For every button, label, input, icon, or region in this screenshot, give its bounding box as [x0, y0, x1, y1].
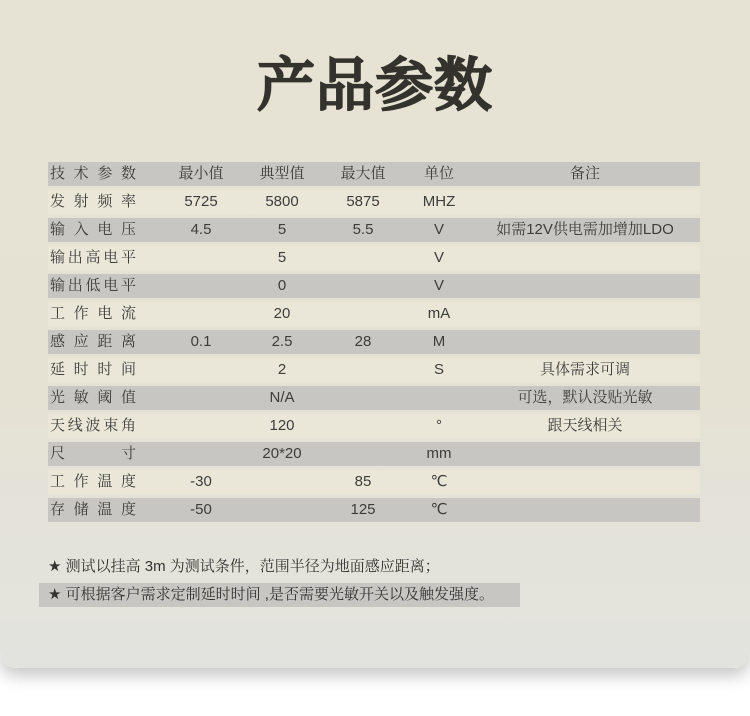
- column-header-typical: 典型值: [259, 165, 305, 182]
- cell-min-value: 5725: [184, 193, 218, 210]
- cell-min-value: -30: [190, 473, 212, 490]
- footnote-test-condition: ★ 测试以挂高 3m 为测试条件，范围半径为地面感应距离；: [48, 558, 440, 575]
- footnote-customization: ★ 可根据客户需求定制延时时间 ,是否需要光敏开关以及触发强度。: [39, 583, 520, 607]
- cell-unit: V: [433, 249, 444, 266]
- table-row: [48, 470, 700, 494]
- cell-min-value: [156, 442, 246, 466]
- cell-unit: ℃: [430, 501, 448, 518]
- table-row: [48, 330, 700, 354]
- cell-remark: [470, 470, 700, 494]
- cell-max-value: [318, 302, 408, 326]
- cell-parameter-name: 工作温度: [50, 473, 136, 490]
- cell-parameter-name: 输入电压: [50, 221, 136, 238]
- page-title: 产品参数: [256, 53, 493, 118]
- table-row: [48, 498, 700, 522]
- cell-typical-value: 5: [277, 221, 287, 238]
- cell-unit: V: [433, 221, 444, 238]
- cell-unit: V: [433, 277, 444, 294]
- cell-remark: 可选，默认没贴光敏: [517, 389, 653, 406]
- cell-min-value: [156, 302, 246, 326]
- cell-min-value: [156, 386, 246, 410]
- column-header-max: 最大值: [340, 165, 386, 182]
- table-row: [48, 386, 700, 410]
- cell-max-value: 5.5: [352, 221, 374, 238]
- column-header-remark: 备注: [569, 165, 600, 182]
- table-header-row: [48, 162, 700, 186]
- cell-parameter-name: 工作电流: [50, 305, 136, 322]
- cell-remark: 如需12V供电需加增加LDO: [496, 221, 674, 238]
- cell-remark: [470, 302, 700, 326]
- cell-remark: 具体需求可调: [539, 361, 630, 378]
- cell-min-value: [156, 414, 246, 438]
- cell-typical-value: [246, 498, 318, 522]
- column-header-min: 最小值: [178, 165, 224, 182]
- cell-parameter-name: 感应距离: [50, 333, 136, 350]
- cell-max-value: [318, 246, 408, 270]
- table-row: [48, 246, 700, 270]
- cell-max-value: 125: [350, 501, 376, 518]
- cell-min-value: [156, 358, 246, 382]
- cell-typical-value: 0: [277, 277, 287, 294]
- cell-parameter-name: 发射频率: [50, 193, 136, 210]
- spec-table: [48, 162, 700, 522]
- cell-unit: mA: [427, 305, 451, 322]
- cell-parameter-name: 输出低电平: [50, 277, 136, 294]
- cell-remark: [470, 330, 700, 354]
- cell-typical-value: 5: [277, 249, 287, 266]
- cell-unit: [408, 386, 470, 410]
- table-row: [48, 218, 700, 242]
- cell-max-value: [318, 414, 408, 438]
- cell-typical-value: 2: [277, 361, 287, 378]
- cell-min-value: [156, 274, 246, 298]
- table-row: [48, 190, 700, 214]
- cell-remark: [470, 190, 700, 214]
- cell-parameter-name: 尺寸: [50, 445, 136, 462]
- cell-typical-value: 20: [273, 305, 291, 322]
- cell-parameter-name: 光敏阈值: [50, 389, 136, 406]
- cell-typical-value: [246, 470, 318, 494]
- cell-unit: ℃: [430, 473, 448, 490]
- table-row: [48, 358, 700, 382]
- cell-remark: [470, 442, 700, 466]
- cell-parameter-name: 存储温度: [50, 501, 136, 518]
- cell-max-value: 28: [354, 333, 372, 350]
- cell-max-value: [318, 442, 408, 466]
- cell-min-value: 0.1: [190, 333, 212, 350]
- table-row: [48, 442, 700, 466]
- cell-max-value: 5875: [346, 193, 380, 210]
- cell-parameter-name: 输出高电平: [50, 249, 136, 266]
- cell-parameter-name: 天线波束角: [50, 417, 136, 434]
- cell-typical-value: 120: [269, 417, 295, 434]
- cell-min-value: -50: [190, 501, 212, 518]
- cell-max-value: [318, 386, 408, 410]
- cell-typical-value: 20*20: [262, 445, 302, 462]
- cell-unit: S: [433, 361, 444, 378]
- cell-remark: [470, 274, 700, 298]
- cell-typical-value: 2.5: [271, 333, 293, 350]
- cell-unit: MHZ: [422, 193, 456, 210]
- column-header-unit: 单位: [423, 165, 454, 182]
- cell-unit: M: [432, 333, 446, 350]
- cell-min-value: [156, 246, 246, 270]
- cell-remark: [470, 498, 700, 522]
- cell-parameter-name: 延时时间: [50, 361, 136, 378]
- spec-table-body: [48, 190, 700, 522]
- cell-unit: mm: [426, 445, 452, 462]
- table-row: [48, 302, 700, 326]
- footnotes: [0, 555, 750, 607]
- table-row: [48, 274, 700, 298]
- cell-typical-value: 5800: [265, 193, 299, 210]
- cell-unit: °: [436, 417, 442, 434]
- cell-min-value: 4.5: [190, 221, 212, 238]
- cell-remark: [470, 246, 700, 270]
- cell-typical-value: N/A: [269, 389, 295, 406]
- column-header-name: 技术参数: [50, 165, 136, 182]
- cell-remark: 跟天线相关: [547, 417, 623, 434]
- cell-max-value: 85: [354, 473, 372, 490]
- table-row: [48, 414, 700, 438]
- cell-max-value: [318, 358, 408, 382]
- cell-max-value: [318, 274, 408, 298]
